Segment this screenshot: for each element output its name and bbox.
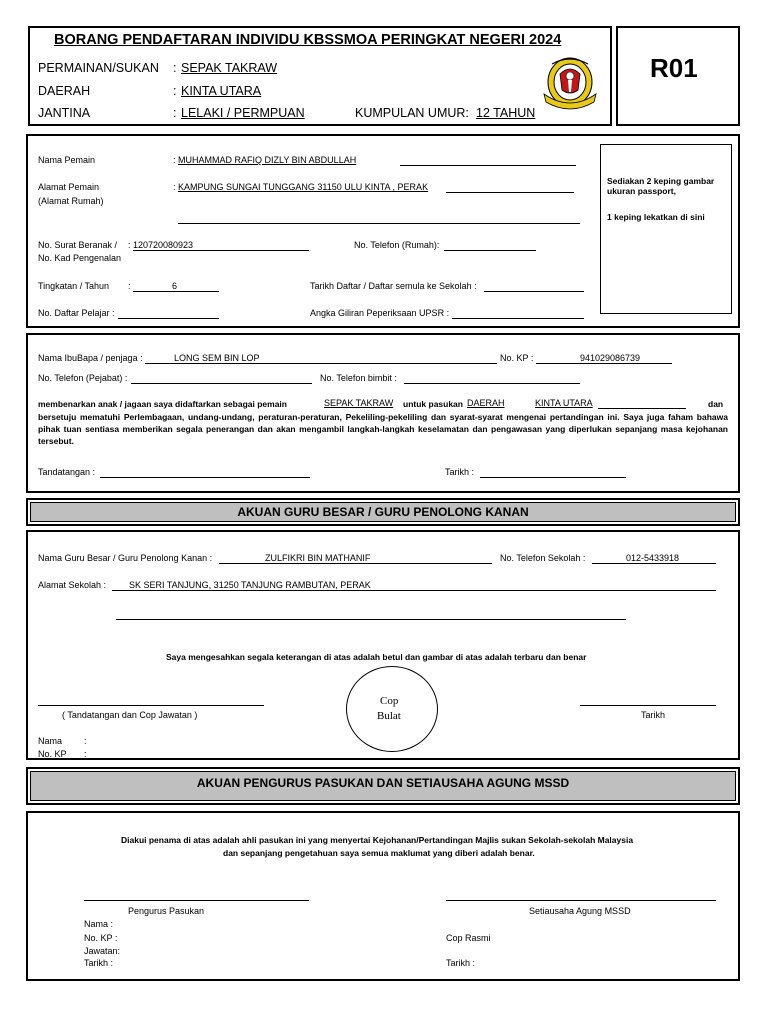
age-group-label: KUMPULAN UMUR:	[355, 106, 469, 120]
headmaster-kp-colon: :	[84, 749, 87, 758]
form-colon: :	[128, 281, 131, 291]
district-value: KINTA UTARA	[181, 84, 262, 98]
parent-kp-line	[536, 363, 672, 364]
player-name-value[interactable]: MUHAMMAD RAFIQ DIZLY BIN ABDULLAH	[178, 155, 357, 165]
manager-tarikh: Tarikh :	[84, 958, 114, 968]
school-phone-value[interactable]: 012-5433918	[626, 553, 680, 563]
school-address-label: Alamat Sekolah :	[38, 580, 107, 590]
player-address-label: Alamat Pemain	[38, 182, 100, 192]
mssd-statement-2: dan sepanjang pengetahuan saya semua maklumat yang diberi adalah benar.	[223, 848, 535, 858]
form-code: R01	[650, 53, 698, 83]
consent-sport: SEPAK TAKRAW	[324, 398, 394, 408]
parent-signature-line[interactable]	[100, 477, 310, 478]
manager-nama: Nama :	[84, 919, 114, 929]
district-colon: :	[173, 84, 177, 98]
parent-name-line	[145, 363, 497, 364]
headmaster-date-label: Tarikh	[641, 710, 666, 720]
age-group-value: 12 TAHUN	[476, 106, 536, 120]
form-value[interactable]: 6	[172, 281, 178, 291]
round-stamp	[346, 666, 438, 752]
gender-colon: :	[173, 106, 177, 120]
headmaster-name-value[interactable]: ZULFIKRI BIN MATHANIF	[265, 553, 371, 563]
mssd-statement-1: Diakui penama di atas adalah ahli pasukan ini yang menyertai Kejohanan/Pertandingan Majlis sukan Sekolah-sekolah Malaysia	[121, 835, 634, 845]
manager-label: Pengurus Pasukan	[128, 906, 205, 916]
mssd-crest-icon	[538, 52, 602, 114]
phone-home-label: No. Telefon (Rumah):	[354, 240, 440, 250]
school-phone-line	[592, 563, 716, 564]
sport-value: SEPAK TAKRAW	[181, 61, 278, 75]
upsr-label: Angka Giliran Peperiksaan UPSR :	[310, 308, 450, 318]
headmaster-sign-label: ( Tandatangan dan Cop Jawatan )	[62, 710, 198, 720]
cert-line	[133, 250, 309, 251]
consent-part-3: dan	[708, 399, 724, 409]
mobile-line[interactable]	[404, 383, 580, 384]
stamp-text-2: Bulat	[377, 710, 401, 722]
headmaster-nama-colon: :	[84, 736, 87, 746]
district-label: DAERAH	[38, 84, 91, 98]
secretary-label: Setiausaha Agung MSSD	[529, 906, 631, 916]
photo-box	[600, 144, 732, 314]
photo-note-2: 1 keping lekatkan di sini	[607, 212, 705, 222]
headmaster-name-line	[219, 563, 492, 564]
phone-home-line[interactable]	[444, 250, 536, 251]
consent-part-2: untuk pasukan	[403, 399, 463, 409]
headmaster-kp-label: No. KP	[38, 749, 67, 758]
parent-date-line[interactable]	[480, 477, 626, 478]
headmaster-band: AKUAN GURU BESAR / GURU PENOLONG KANAN	[30, 502, 736, 522]
player-name-label: Nama Pemain	[38, 155, 96, 165]
sport-label: PERMAINAN/SUKAN	[38, 61, 159, 75]
player-address-line-1	[446, 192, 574, 193]
school-address-line-2	[116, 619, 626, 620]
consent-rest: bersetuju mematuhi Perlembagaan, undang-undang, peraturan-peraturan, Pekeliling-pekeliling dan syarat-syarat mengenai pertandingan ini. Saya juga faham bahawa pihak tuan sentiasa memberikan segala penerangan dan akan mengambil langkah-langkah keselamatan dan pengawasan yang diperlukan sepanjang masa kejohanan tersebut.	[38, 412, 728, 446]
headmaster-nama-label: Nama	[38, 736, 63, 746]
player-address-value[interactable]: KAMPUNG SUNGAI TUNGGANG 31150 ULU KINTA , PERAK	[178, 182, 429, 192]
parent-date-label: Tarikh :	[445, 467, 475, 477]
parent-kp-label: No. KP :	[500, 353, 534, 363]
parent-name-label: Nama IbuBapa / penjaga :	[38, 353, 143, 363]
player-address-line-2	[178, 223, 580, 224]
photo-note-1: Sediakan 2 keping gambar ukuran passport,	[607, 176, 715, 196]
secretary-sign-line[interactable]	[446, 900, 716, 901]
sport-colon: :	[173, 61, 177, 75]
parent-signature-label: Tandatangan :	[38, 467, 96, 477]
player-address-colon: :	[173, 182, 176, 192]
player-name-colon: :	[173, 155, 176, 165]
form-line	[133, 291, 219, 292]
player-address-sub: (Alamat Rumah)	[38, 196, 104, 206]
student-no-label: No. Daftar Pelajar :	[38, 308, 115, 318]
headmaster-kp-clip	[30, 748, 230, 758]
office-phone-label: No. Telefon (Pejabat) :	[38, 373, 128, 383]
office-phone-line[interactable]	[131, 383, 312, 384]
manager-kp: No. KP :	[84, 933, 118, 943]
gender-value: LELAKI / PERMPUAN	[181, 106, 305, 120]
consent-daerah: DAERAH	[467, 398, 505, 408]
cert-value[interactable]: 120720080923	[133, 240, 194, 250]
cop-rasmi-label: Cop Rasmi	[446, 933, 491, 943]
secretary-tarikh: Tarikh :	[446, 958, 476, 968]
school-address-value[interactable]: SK SERI TANJUNG, 31250 TANJUNG RAMBUTAN, PERAK	[129, 580, 371, 590]
headmaster-date-line[interactable]	[580, 705, 716, 706]
gender-label: JANTINA	[38, 106, 91, 120]
consent-district-line	[598, 408, 686, 409]
cert-label: No. Surat Beranak /	[38, 240, 118, 250]
parent-kp-value[interactable]: 941029086739	[580, 353, 641, 363]
parent-name-value[interactable]: LONG SEM BIN LOP	[174, 353, 260, 363]
stamp-text-1: Cop	[380, 695, 399, 707]
cert-label-2: No. Kad Pengenalan	[38, 253, 122, 263]
cert-colon: :	[128, 240, 131, 250]
school-address-line-1	[112, 590, 716, 591]
mobile-label: No. Telefon bimbit :	[320, 373, 397, 383]
upsr-line[interactable]	[452, 318, 584, 319]
headmaster-sign-line[interactable]	[38, 705, 264, 706]
form-label: Tingkatan / Tahun	[38, 281, 110, 291]
player-name-line	[400, 165, 576, 166]
register-date-label: Tarikh Daftar / Daftar semula ke Sekolah :	[310, 281, 477, 291]
register-date-line[interactable]	[484, 291, 584, 292]
school-phone-label: No. Telefon Sekolah :	[500, 553, 586, 563]
manager-sign-line[interactable]	[84, 900, 309, 901]
student-no-line[interactable]	[118, 318, 219, 319]
mssd-band: AKUAN PENGURUS PASUKAN DAN SETIAUSAHA AGUNG MSSD	[30, 771, 736, 801]
manager-jawatan: Jawatan:	[84, 946, 121, 956]
consent-part-1: membenarkan anak / jagaan saya didaftarkan sebagai pemain	[38, 399, 287, 409]
headmaster-confirm: Saya mengesahkan segala keterangan di atas adalah betul dan gambar di atas adalah terbaru dan benar	[166, 652, 587, 662]
headmaster-name-label: Nama Guru Besar / Guru Penolong Kanan :	[38, 553, 213, 563]
consent-district: KINTA UTARA	[535, 398, 593, 408]
form-title: BORANG PENDAFTARAN INDIVIDU KBSSMOA PERINGKAT NEGERI 2024	[54, 32, 562, 48]
